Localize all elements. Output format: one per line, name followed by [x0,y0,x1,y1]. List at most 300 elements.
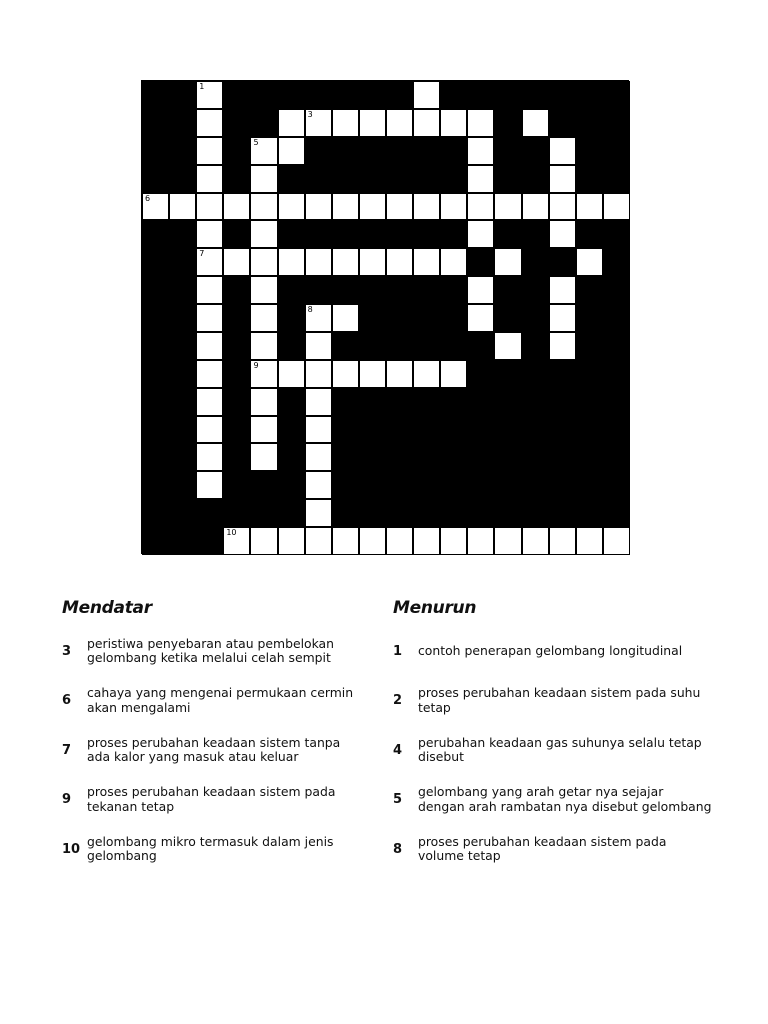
grid-cell-empty[interactable] [549,332,576,360]
grid-cell-empty[interactable] [196,220,223,248]
grid-cell-empty[interactable] [250,137,277,165]
grid-cell-blocked [440,332,467,360]
grid-cell-blocked [467,360,494,388]
grid-cell-empty[interactable] [196,276,223,304]
grid-cell-blocked [603,81,630,109]
grid-cell-blocked [223,499,250,527]
grid-cell-empty[interactable] [440,109,467,137]
grid-cell-blocked [142,81,169,109]
grid-cell-empty[interactable] [386,527,413,555]
grid-cell-blocked [359,220,386,248]
grid-cell-empty[interactable] [278,248,305,276]
grid-cell-empty[interactable] [359,109,386,137]
grid-cell-empty[interactable] [278,193,305,221]
grid-cell-empty[interactable] [549,220,576,248]
grid-cell-blocked [494,165,521,193]
clue-number: 10 [62,841,81,857]
grid-cell-blocked [522,304,549,332]
grid-cell-empty[interactable] [576,527,603,555]
grid-cell-blocked [223,332,250,360]
grid-cell-blocked [223,137,250,165]
grid-cell-blocked [278,471,305,499]
grid-cell-empty[interactable] [467,165,494,193]
clue-number-label: 8 [307,305,313,314]
grid-cell-blocked [142,360,169,388]
grid-cell-blocked [142,527,169,555]
clue-number-label: 2 [469,81,475,90]
grid-cell-blocked [549,499,576,527]
grid-cell-empty[interactable] [250,276,277,304]
grid-cell-empty[interactable] [413,81,440,109]
grid-cell-empty[interactable] [250,388,277,416]
grid-cell-blocked [305,137,332,165]
grid-cell-empty[interactable] [250,416,277,444]
clue-number: 2 [393,693,403,708]
grid-cell-blocked [386,137,413,165]
grid-cell-empty[interactable] [196,304,223,332]
grid-cell-blocked [223,443,250,471]
grid-cell-blocked [250,471,277,499]
grid-cell-empty[interactable] [576,193,603,221]
grid-cell-empty[interactable] [169,193,196,221]
grid-cell-empty[interactable] [413,248,440,276]
grid-cell-blocked [278,416,305,444]
grid-cell-blocked [223,276,250,304]
grid-cell-empty[interactable] [196,165,223,193]
grid-cell-blocked [603,137,630,165]
grid-cell-blocked [603,499,630,527]
across-clue-9 [62,785,362,815]
grid-cell-empty[interactable] [494,248,521,276]
clue-number-label: 1 [199,82,205,91]
grid-cell-blocked [142,388,169,416]
grid-cell-blocked [332,81,359,109]
grid-cell-blocked [142,499,169,527]
clue-text: gelombang mikro termasuk dalam jenis gelombang [87,833,334,863]
clue-number-label: 7 [199,249,205,259]
grid-cell-blocked [467,416,494,444]
grid-cell-blocked [603,416,630,444]
grid-cell-empty[interactable] [278,109,305,137]
grid-cell-blocked [467,471,494,499]
clue-number: 6 [62,693,72,708]
grid-cell-empty[interactable] [359,193,386,221]
grid-cell-blocked [549,360,576,388]
grid-cell-empty[interactable] [250,527,277,555]
grid-cell-blocked [549,81,576,109]
grid-cell-blocked [413,443,440,471]
grid-cell-empty[interactable] [440,193,467,221]
grid-cell-blocked [305,220,332,248]
grid-cell-empty[interactable] [440,527,467,555]
grid-cell-empty[interactable] [196,137,223,165]
grid-cell-blocked [169,81,196,109]
grid-cell-empty[interactable] [467,109,494,137]
grid-cell-empty[interactable] [305,527,332,555]
grid-cell-blocked [603,109,630,137]
grid-cell-blocked [278,276,305,304]
grid-cell-blocked [332,443,359,471]
grid-cell-empty[interactable] [278,360,305,388]
grid-cell-empty[interactable] [305,193,332,221]
grid-cell-empty[interactable] [359,248,386,276]
grid-cell-blocked [440,304,467,332]
grid-cell-blocked [494,471,521,499]
grid-cell-blocked [332,276,359,304]
grid-cell-empty[interactable] [359,527,386,555]
grid-cell-blocked [332,499,359,527]
grid-cell-blocked [413,471,440,499]
grid-cell-blocked [278,304,305,332]
grid-cell-empty[interactable] [278,137,305,165]
grid-cell-empty[interactable] [549,276,576,304]
grid-cell-empty[interactable] [223,527,250,555]
grid-cell-blocked [386,388,413,416]
clue-text: peristiwa penyebaran atau pembelokan gelombang ketika melalui celah sempit [87,635,334,665]
grid-cell-empty[interactable] [250,443,277,471]
grid-cell-empty[interactable] [250,360,277,388]
grid-cell-blocked [359,137,386,165]
grid-cell-blocked [522,81,549,109]
grid-cell-blocked [223,81,250,109]
grid-cell-blocked [603,220,630,248]
grid-cell-blocked [494,443,521,471]
grid-cell-blocked [549,248,576,276]
grid-cell-blocked [142,109,169,137]
grid-cell-blocked [494,276,521,304]
grid-cell-blocked [250,81,277,109]
grid-cell-empty[interactable] [305,332,332,360]
grid-cell-empty[interactable] [386,109,413,137]
down-clue-1 [393,636,713,666]
grid-cell-blocked [386,304,413,332]
grid-cell-empty[interactable] [250,248,277,276]
grid-cell-blocked [359,81,386,109]
grid-cell-empty[interactable] [413,193,440,221]
grid-cell-blocked [305,165,332,193]
grid-cell-blocked [142,137,169,165]
clue-text: gelombang yang arah getar nya sejajar dengan arah rambatan nya disebut gelombang [418,784,712,814]
grid-cell-blocked [386,81,413,109]
grid-cell-blocked [576,388,603,416]
grid-cell-blocked [169,527,196,555]
grid-cell-blocked [332,220,359,248]
grid-cell-empty[interactable] [305,360,332,388]
grid-cell-blocked [305,276,332,304]
grid-cell-blocked [413,165,440,193]
grid-cell-empty[interactable] [576,248,603,276]
grid-cell-blocked [440,165,467,193]
grid-cell-empty[interactable] [305,443,332,471]
grid-cell-blocked [278,388,305,416]
grid-cell-blocked [169,304,196,332]
down-clue-8 [393,834,713,864]
across-clue-3 [62,636,362,666]
grid-cell-blocked [359,165,386,193]
grid-cell-empty[interactable] [196,360,223,388]
grid-cell-blocked [142,471,169,499]
grid-cell-blocked [440,276,467,304]
grid-cell-empty[interactable] [413,527,440,555]
grid-cell-blocked [169,360,196,388]
grid-cell-blocked [576,165,603,193]
grid-cell-blocked [359,471,386,499]
clue-number-label: 5 [253,137,259,147]
grid-cell-blocked [332,137,359,165]
grid-cell-empty[interactable] [305,109,332,137]
grid-cell-blocked [440,81,467,109]
grid-cell-blocked [386,165,413,193]
clue-text: perubahan keadaan gas suhunya selalu tetap disebut [418,734,702,764]
grid-cell-empty[interactable] [305,471,332,499]
grid-cell-blocked [386,416,413,444]
grid-cell-blocked [169,109,196,137]
grid-cell-blocked [413,332,440,360]
grid-cell-empty[interactable] [250,165,277,193]
grid-cell-empty[interactable] [196,248,223,276]
grid-cell-empty[interactable] [332,360,359,388]
grid-cell-empty[interactable] [305,388,332,416]
grid-cell-blocked [522,220,549,248]
grid-cell-empty[interactable] [250,193,277,221]
grid-cell-empty[interactable] [332,193,359,221]
grid-cell-blocked [467,443,494,471]
grid-cell-empty[interactable] [196,81,223,109]
grid-cell-blocked [278,220,305,248]
clue-text: proses perubahan keadaan sistem pada volume tetap [418,833,667,863]
grid-cell-blocked [386,471,413,499]
grid-cell-blocked [522,165,549,193]
grid-cell-empty[interactable] [440,248,467,276]
grid-cell-blocked [603,248,630,276]
grid-cell-empty[interactable] [250,220,277,248]
clue-number: 5 [393,792,403,807]
grid-cell-blocked [386,276,413,304]
down-clue-4 [393,735,713,765]
clue-number: 9 [62,792,72,807]
grid-cell-blocked [576,332,603,360]
down-clues [393,598,713,884]
grid-cell-blocked [169,165,196,193]
grid-cell-empty[interactable] [522,193,549,221]
grid-cell-blocked [494,499,521,527]
grid-cell-blocked [522,248,549,276]
grid-cell-empty[interactable] [305,499,332,527]
grid-cell-blocked [223,220,250,248]
grid-cell-blocked [494,109,521,137]
grid-cell-blocked [603,304,630,332]
clue-number: 1 [393,643,403,659]
grid-cell-blocked [494,388,521,416]
grid-cell-empty[interactable] [305,248,332,276]
grid-cell-blocked [603,360,630,388]
clue-text: contoh penerapan gelombang longitudinal [418,642,683,658]
grid-cell-empty[interactable] [196,109,223,137]
grid-cell-blocked [196,499,223,527]
grid-cell-empty[interactable] [549,527,576,555]
grid-cell-empty[interactable] [467,137,494,165]
grid-cell-empty[interactable] [196,416,223,444]
grid-cell-empty[interactable] [467,527,494,555]
grid-cell-blocked [413,220,440,248]
grid-cell-empty[interactable] [332,248,359,276]
grid-cell-blocked [223,416,250,444]
clue-text: cahaya yang mengenai permukaan cermin akan mengalami [87,685,354,715]
grid-cell-empty[interactable] [223,193,250,221]
grid-cell-blocked [467,388,494,416]
clue-number-label: 4 [550,108,556,118]
grid-cell-blocked [332,388,359,416]
grid-cell-blocked [223,360,250,388]
grid-cell-blocked [250,499,277,527]
grid-cell-empty[interactable] [196,471,223,499]
grid-cell-blocked [494,416,521,444]
grid-cell-blocked [223,109,250,137]
clue-number: 4 [393,742,403,758]
clue-number-label: 6 [145,193,151,203]
grid-cell-blocked [603,332,630,360]
grid-cell-empty[interactable] [522,527,549,555]
grid-cell-blocked [549,443,576,471]
grid-cell-empty[interactable] [603,193,630,221]
clue-number: 7 [62,742,72,758]
grid-cell-blocked [549,416,576,444]
grid-cell-empty[interactable] [549,165,576,193]
grid-cell-blocked [305,81,332,109]
grid-cell-blocked [494,220,521,248]
grid-cell-empty[interactable] [142,193,169,221]
grid-cell-blocked [278,332,305,360]
grid-cell-empty[interactable] [603,527,630,555]
grid-cell-blocked [413,137,440,165]
grid-cell-blocked [359,276,386,304]
grid-cell-empty[interactable] [305,416,332,444]
grid-cell-empty[interactable] [467,276,494,304]
grid-cell-empty[interactable] [549,193,576,221]
grid-cell-empty[interactable] [196,388,223,416]
grid-cell-blocked [522,416,549,444]
grid-cell-blocked [142,332,169,360]
grid-cell-empty[interactable] [332,527,359,555]
across-clue-10 [62,834,362,864]
grid-cell-empty[interactable] [494,193,521,221]
down-heading: Menurun [393,598,477,618]
grid-cell-blocked [494,360,521,388]
grid-cell-blocked [467,81,494,109]
grid-cell-blocked [576,360,603,388]
grid-cell-empty[interactable] [332,304,359,332]
grid-cell-blocked [413,499,440,527]
grid-cell-blocked [522,276,549,304]
grid-cell-blocked [142,304,169,332]
grid-cell-empty[interactable] [549,137,576,165]
grid-cell-blocked [440,388,467,416]
across-clue-7 [62,735,362,765]
grid-cell-blocked [576,416,603,444]
grid-cell-blocked [223,471,250,499]
grid-cell-blocked [386,499,413,527]
grid-cell-blocked [549,109,576,137]
grid-cell-empty[interactable] [413,109,440,137]
grid-cell-empty[interactable] [196,193,223,221]
clue-number-label: 9 [253,360,259,370]
grid-cell-blocked [413,304,440,332]
grid-cell-empty[interactable] [196,332,223,360]
grid-cell-blocked [440,499,467,527]
across-clues [62,598,362,884]
grid-cell-empty[interactable] [467,193,494,221]
grid-cell-empty[interactable] [386,360,413,388]
grid-cell-blocked [467,248,494,276]
grid-cell-blocked [413,416,440,444]
grid-cell-empty[interactable] [332,109,359,137]
across-clue-6 [62,686,362,716]
grid-cell-blocked [359,443,386,471]
down-clue-5 [393,785,713,815]
grid-cell-blocked [440,137,467,165]
grid-cell-blocked [576,81,603,109]
grid-cell-empty[interactable] [413,360,440,388]
grid-cell-blocked [494,81,521,109]
grid-cell-blocked [522,471,549,499]
grid-cell-blocked [576,109,603,137]
grid-cell-blocked [576,443,603,471]
grid-cell-blocked [169,137,196,165]
grid-cell-blocked [359,499,386,527]
grid-cell-empty[interactable] [250,332,277,360]
grid-cell-empty[interactable] [549,304,576,332]
grid-cell-empty[interactable] [278,527,305,555]
grid-cell-empty[interactable] [250,304,277,332]
grid-cell-blocked [413,388,440,416]
crossword-grid [141,80,629,554]
grid-cell-blocked [522,388,549,416]
grid-cell-empty[interactable] [494,332,521,360]
grid-cell-empty[interactable] [440,360,467,388]
grid-cell-empty[interactable] [359,360,386,388]
clue-text: proses perubahan keadaan sistem tanpa ada kalor yang masuk atau keluar [87,734,341,764]
clue-number-label: 10 [226,528,237,537]
grid-cell-empty[interactable] [467,304,494,332]
grid-cell-blocked [576,304,603,332]
grid-cell-empty[interactable] [467,220,494,248]
grid-cell-empty[interactable] [386,193,413,221]
grid-cell-blocked [522,360,549,388]
grid-cell-empty[interactable] [386,248,413,276]
grid-cell-blocked [169,332,196,360]
grid-cell-blocked [386,443,413,471]
grid-cell-blocked [169,443,196,471]
grid-cell-empty[interactable] [494,527,521,555]
clue-text: proses perubahan keadaan sistem pada tekanan tetap [87,784,336,814]
grid-cell-blocked [549,388,576,416]
clue-text: proses perubahan keadaan sistem pada suhu tetap [418,685,701,715]
grid-cell-empty[interactable] [522,109,549,137]
grid-cell-blocked [142,248,169,276]
grid-cell-blocked [494,304,521,332]
grid-cell-blocked [576,220,603,248]
grid-cell-empty[interactable] [196,443,223,471]
grid-cell-blocked [196,527,223,555]
grid-cell-empty[interactable] [223,248,250,276]
clue-number: 8 [393,841,403,857]
grid-cell-blocked [467,332,494,360]
grid-cell-blocked [332,471,359,499]
grid-cell-blocked [603,276,630,304]
grid-cell-blocked [413,276,440,304]
grid-cell-empty[interactable] [305,304,332,332]
grid-cell-blocked [223,304,250,332]
